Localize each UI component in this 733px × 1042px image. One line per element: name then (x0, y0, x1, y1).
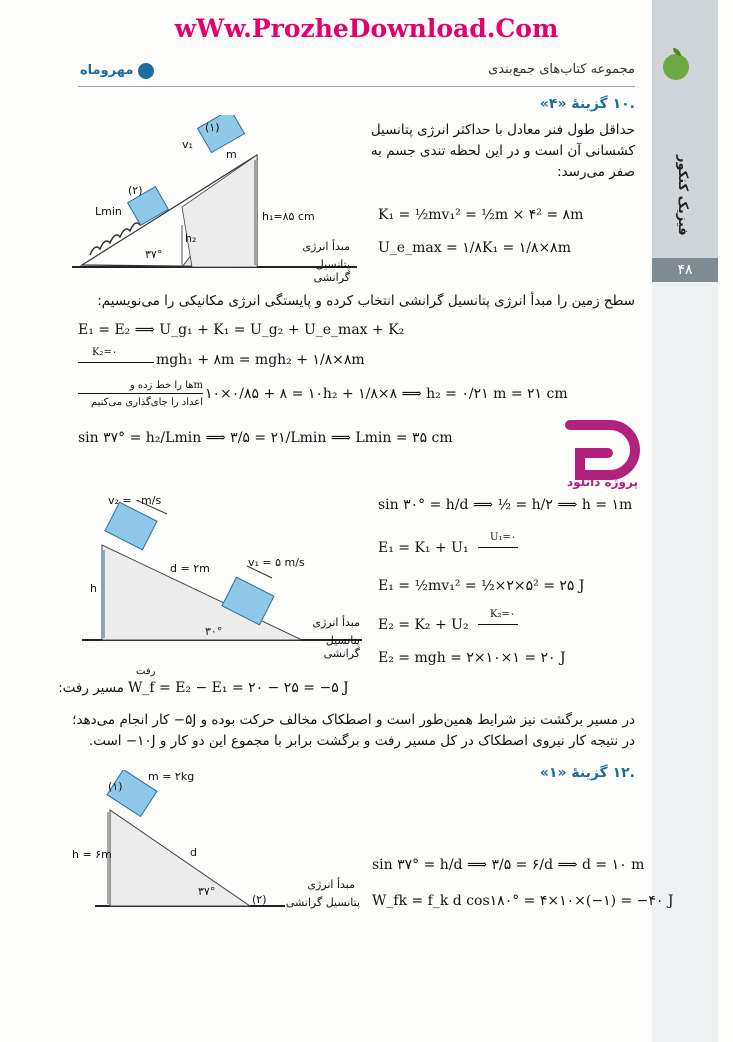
q11-ref2: پتانسیل گرانشی (323, 634, 360, 660)
q12-eq1: sin ۳۷° = h/d ⟹ ۳/۵ = ۶/d ⟹ d = ۱۰ m (372, 857, 645, 873)
arrow-line-4 (478, 624, 518, 625)
q10-v1: v₁ (182, 138, 193, 151)
header-rule (78, 86, 635, 87)
brand-name: مهروماه (80, 63, 134, 78)
q11-eq6: W_f = E₂ − E₁ = ۲۰ − ۲۵ = −۵ J (128, 680, 349, 696)
q10-angle: ۳۷° (145, 248, 163, 261)
q10-paragraph: حداقل طول فنر معادل با حداکثر انرژی پتانسیل کشسانی آن است و در این لحظه تندی جسم به صفر می‌رسد: (370, 122, 635, 180)
q11-eq1: sin ۳۰° = h/d ⟹ ½ = h/۲ ⟹ h = ۱m (378, 497, 633, 513)
q10-label1: (۱) (205, 121, 220, 134)
q12-heading: .۱۲ گزینهٔ «۱» (539, 765, 635, 781)
q11-eq6-label: مسیر رفت: (58, 680, 124, 696)
arrow-line-2 (78, 393, 203, 394)
q11-ref: مبدأ انرژی (312, 616, 360, 629)
q12-label2: (۲) (252, 893, 267, 906)
q11-eq2-over: U₁=۰ (490, 532, 517, 543)
q10-label2: (۲) (128, 184, 143, 197)
page-number: ۴۸ (652, 258, 718, 282)
q10-eq6: sin ۳۷° = h₂/Lmin ⟹ ۳/۵ = ۲۱/Lmin ⟹ Lmin = ۳۵ cm (78, 430, 453, 446)
q12-d: d (190, 846, 197, 859)
q11-eq2: E₁ = K₁ + U₁ (378, 540, 469, 556)
q12-ref: مبدأ انرژی (307, 878, 355, 891)
q10-eq1: K₁ = ½mv₁² = ½m × ۴² = ۸m (378, 207, 584, 223)
q11-v1: v₁ = ۵ m/s (248, 556, 305, 569)
q10-lmin: Lmin (95, 205, 122, 218)
q10-ref2: پتانسیل گرانشی (313, 258, 350, 284)
q12-label1: (۱) (108, 780, 123, 793)
arrow-line (78, 362, 154, 363)
q10-eq2: U_e_max = ۱/۸K₁ = ۱/۸×۸m (378, 240, 571, 256)
mass-block-top (105, 502, 157, 550)
butterfly-icon (138, 63, 154, 79)
q11-h: h (90, 582, 97, 595)
q10-figure (72, 115, 362, 280)
header-title: مجموعه کتاب‌های جمع‌بندی (488, 62, 635, 77)
q10-heading: .۱۰ گزینهٔ «۴» (539, 96, 635, 112)
q11-eq4-over: K₂=۰ (490, 609, 516, 620)
incline-wall (110, 810, 250, 906)
q10-eq5: ۱۰×۰/۸۵ + ۸ = ۱۰h₂ + ۱/۸×۸ ⟹ h₂ = ۰/۲۱ m = ۲۱ cm (205, 386, 568, 402)
q11-angle: ۳۰° (205, 625, 223, 638)
q12-angle: ۳۷° (198, 885, 216, 898)
q11-d: d = ۲m (170, 562, 210, 575)
q12-mass: m = ۲kg (148, 770, 195, 783)
brick-block (182, 155, 257, 267)
q11-v2: v₂ = ۰m/s (108, 494, 162, 507)
subject-label: فیزیک کنکور (675, 154, 690, 236)
q10-eq4-over: K₂=۰ (92, 347, 118, 358)
logo-text: پروژه دانلود (567, 475, 638, 489)
q11-eq6-over: رفت (136, 666, 156, 677)
q10-line2: سطح زمین را مبدأ انرژی پتانسیل گرانشی انتخاب کرده و پایستگی انرژی مکانیکی را می‌نویسیم: (97, 293, 635, 309)
spring (90, 223, 140, 255)
q10-ref: مبدأ انرژی (302, 240, 350, 253)
arrow-line-3 (478, 547, 518, 548)
q10-eq4: mgh₁ + ۸m = mgh₂ + ۱/۸×۸m (156, 352, 365, 368)
q12-ref2: پتانسیل گرانشی (285, 896, 360, 909)
q10-h2: h₂ (185, 232, 197, 245)
q10-h1: h₁=۸۵ cm (262, 210, 315, 223)
q11-eq5: E₂ = mgh = ۲×۱۰×۱ = ۲۰ J (378, 650, 566, 666)
q10-eq3: E₁ = E₂ ⟹ U_g₁ + K₁ = U_g₂ + U_e_max + K₂ (78, 322, 405, 338)
q11-paragraph: در مسیر برگشت نیز شرایط همین‌طور است و اصطکاک مخالف حرکت بوده و ۵J− کار انجام می‌دهد؛ در نتیجه کار نیروی اصطکاک در کل مسیر رفت و برگشت برابر با مجموع این دو کار و ۱۰J− است. (72, 712, 635, 749)
q12-h: h = ۶m (72, 848, 112, 861)
q12-eq2: W_fk = f_k d cos۱۸۰° = ۴×۱۰×(−۱) = −۴۰ J (372, 893, 674, 909)
q10-mass: m (226, 148, 237, 161)
q11-eq4: E₂ = K₂ + U₂ (378, 617, 469, 633)
q10-eq5-over: mها را خط زده و (129, 380, 203, 391)
apple-icon (663, 54, 689, 80)
watermark: wWw.ProzheDownload.Com (174, 14, 559, 43)
q11-eq3: E₁ = ½mv₁² = ½×۲×۵² = ۲۵ J (378, 578, 585, 594)
q10-eq5-under: اعداد را جای‌گذاری می‌کنیم (90, 397, 203, 408)
